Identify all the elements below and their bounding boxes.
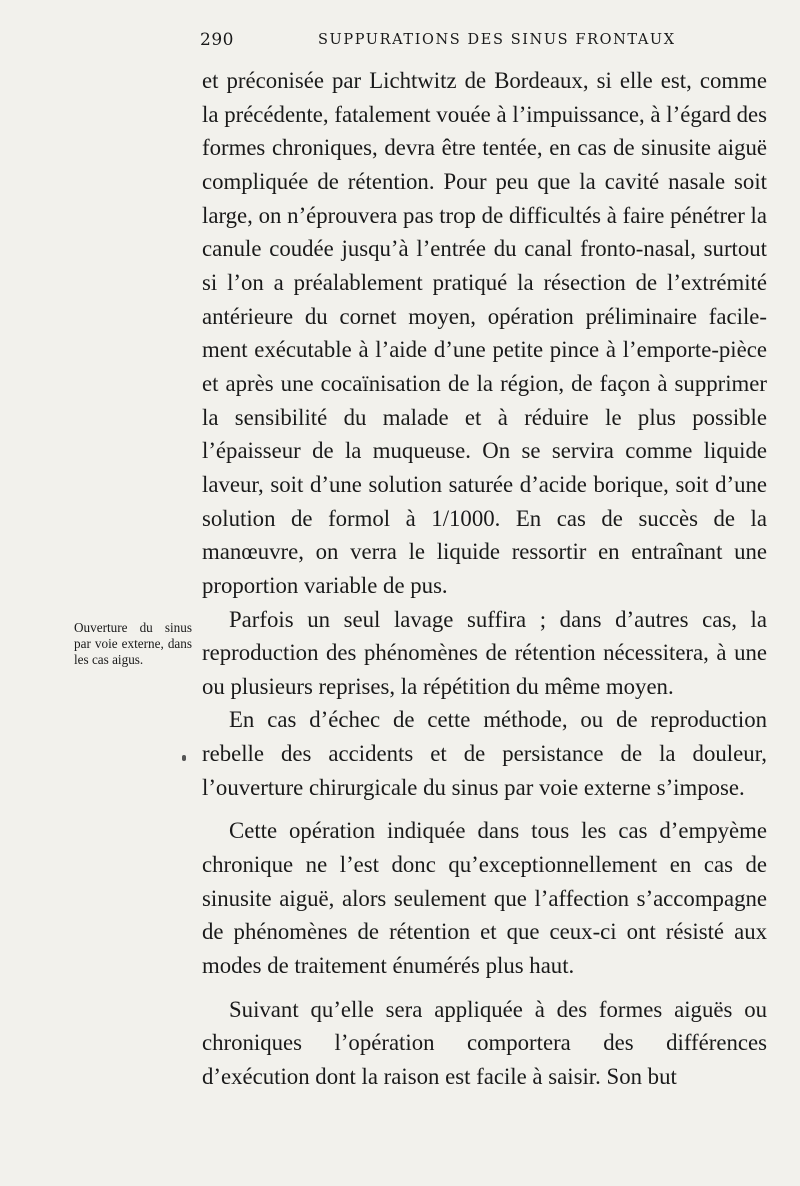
body-text — [202, 64, 767, 1094]
margin-note: Ouverture du sinus par voie externe, dans les cas aigus. — [74, 620, 192, 667]
paragraph-continuation: et préconisée par Lichtwitz de Bordeaux, si elle est, comme la précédente, fatalement vouée à l’impuissance, à l’égard des formes chroniques, devra être tentée, en cas de sinusite aiguë compliquée de rétention. Pour peu que la cavité nasale soit large, on n’éprouvera pas trop de difficultés à faire pénétrer la canule coudée jusqu’à l’entrée du canal fronto-nasal, surtout si l’on a préalablement pratiqué la résection de l’extrémité antérieure du cornet moyen, opération préliminaire facilement exécutable à l’aide d’une petite pince à l’emporte-pièce et après une cocaïnisation de la région, de façon à supprimer la sensibilité du malade et à réduire le plus possible l’épaisseur de la muqueuse. On se servira comme liquide laveur, soit d’une solution saturée d’acide borique, soit d’une solution de formol à 1/1000. En cas de succès de la manœuvre, on verra le liquide ressortir en entraînant une proportion variable de pus. — [202, 68, 767, 598]
ink-speck — [182, 755, 186, 761]
paragraph-operation: Cette opération indiquée dans tous les cas d’empyème chronique ne l’est donc qu’exceptionnellement en cas de sinusite aiguë, alors seulement que l’affection s’accompagne de phénomènes de rétention et que ceux-ci ont résisté aux modes de traitement énumérés plus haut. — [202, 818, 767, 979]
paragraph-echec: En cas d’échec de cette méthode, ou de reproduction rebelle des accidents et de persistance de la douleur, l’ouverture chirurgicale du sinus par voie externe s’impose. — [202, 707, 767, 800]
paragraph-lavage: Parfois un seul lavage suffira ; dans d’autres cas, la reproduction des phénomènes de rétention nécessitera, à une ou plusieurs reprises, la répétition du même moyen. — [202, 606, 767, 699]
paragraph-suivant: Suivant qu’elle sera appliquée à des formes aiguës ou chroniques l’opération comportera des différences d’exécution dont la raison est facile à saisir. Son but — [202, 996, 767, 1090]
page-header — [200, 30, 760, 56]
running-title: SUPPURATIONS DES SINUS FRONTAUX — [318, 32, 676, 48]
page-number: 290 — [200, 30, 234, 50]
